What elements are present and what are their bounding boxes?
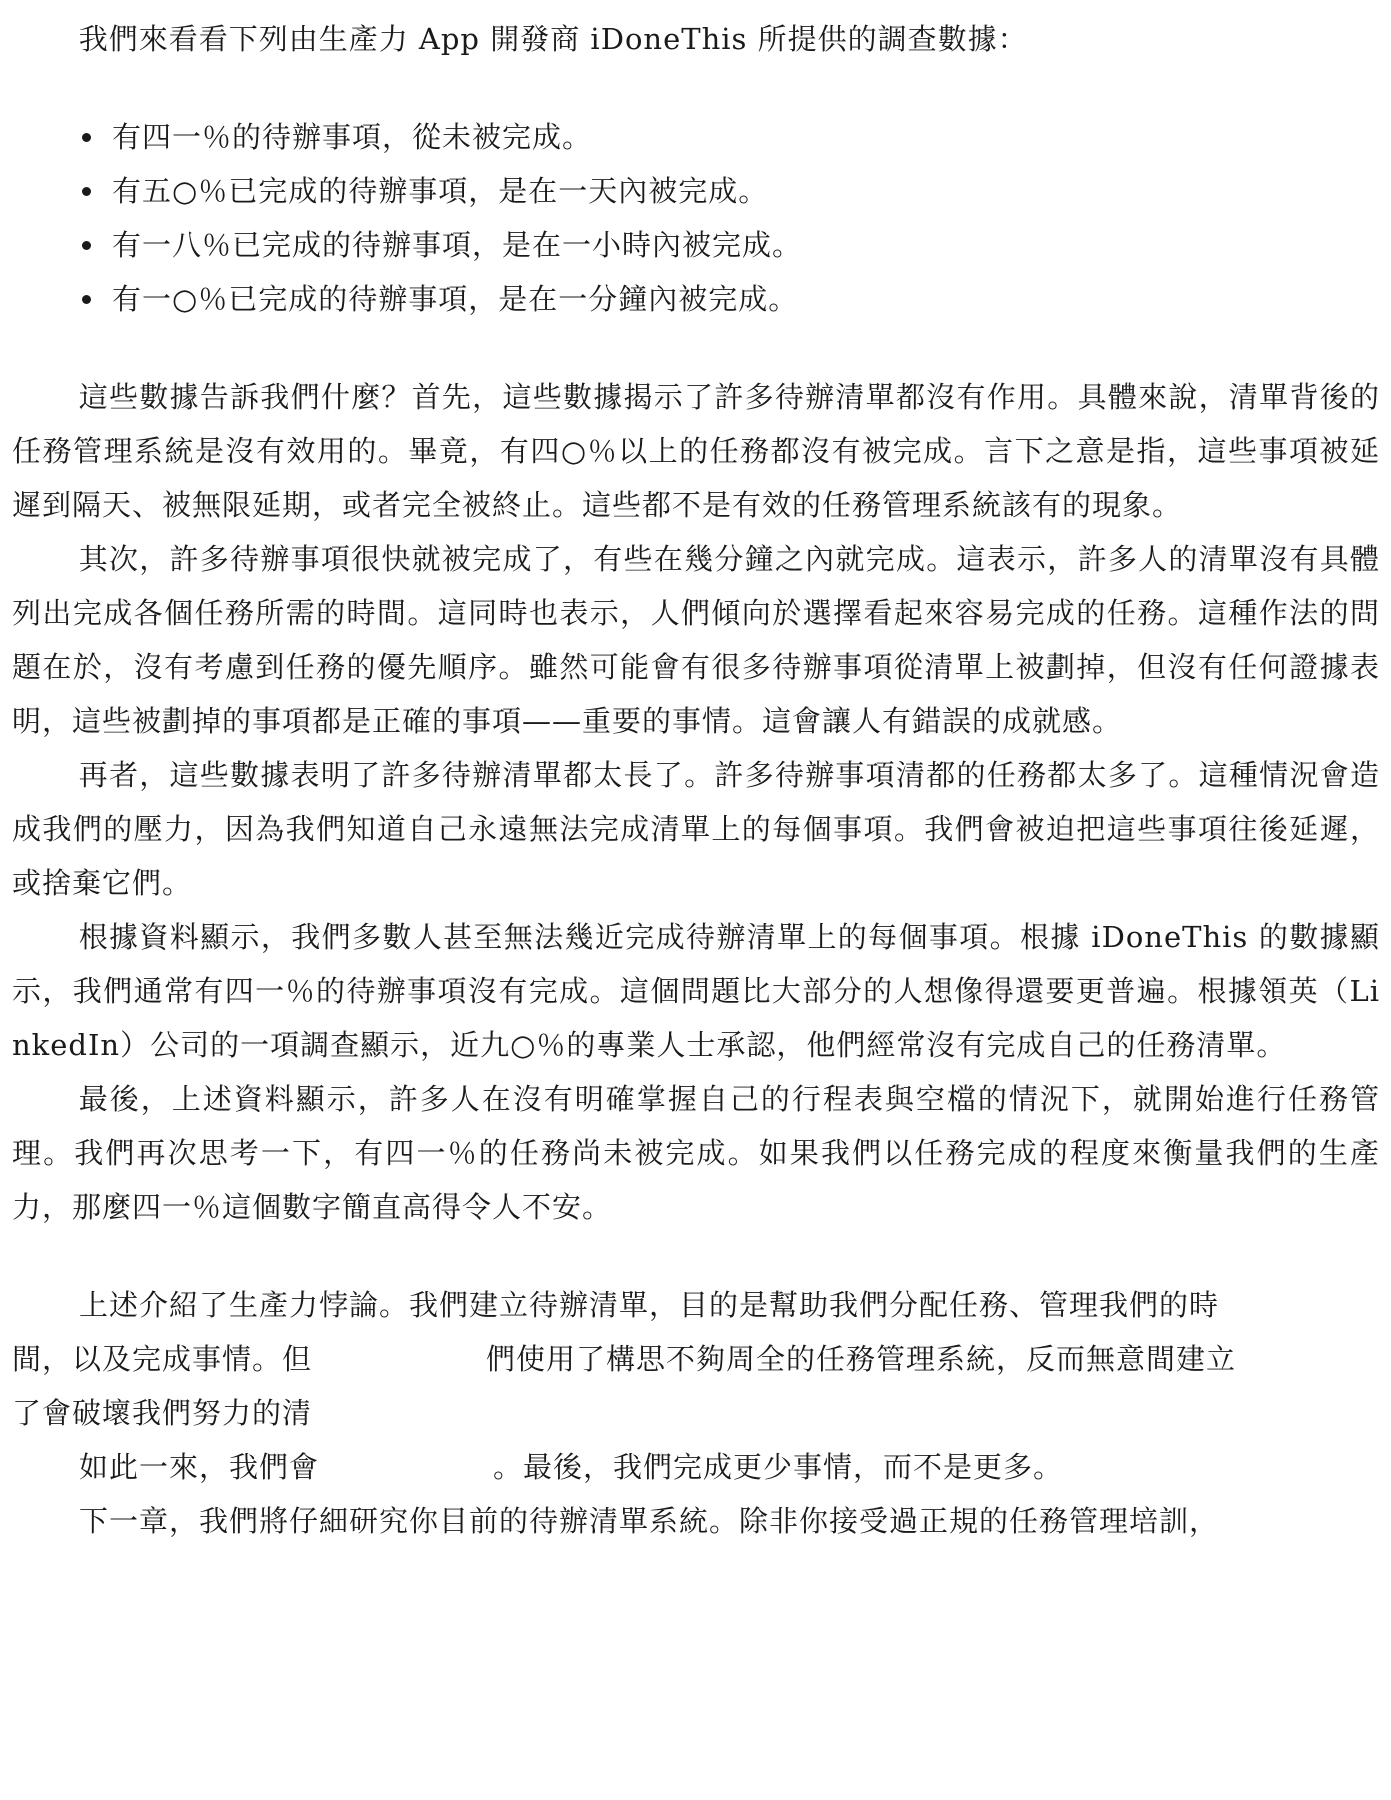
list-item-text: 有五○％已完成的待辦事項，是在一天內被完成。 bbox=[112, 174, 769, 208]
list-item-text: 有一○％已完成的待辦事項，是在一分鐘內被完成。 bbox=[112, 282, 799, 316]
closing-section bbox=[12, 1278, 1380, 1548]
closing-line-2 bbox=[12, 1332, 1380, 1386]
statistics-list bbox=[12, 110, 1380, 326]
closing-line-3: 了會破壞我們努力的清 bbox=[12, 1396, 313, 1430]
closing-line-1: 上述介紹了生產力悖論。我們建立待辦清單，目的是幫助我們分配任務、管理我們的時 bbox=[79, 1288, 1220, 1322]
list-item bbox=[12, 218, 1380, 272]
closing-line-4-left: 如此一來，我們會 bbox=[79, 1450, 320, 1484]
page-content bbox=[12, 12, 1380, 1548]
closing-line-2-right: 們使用了構思不夠周全的任務管理系統，反而無意間建立 bbox=[486, 1342, 1237, 1376]
closing-line-4 bbox=[12, 1440, 1380, 1494]
bullet-icon bbox=[82, 187, 91, 196]
list-item bbox=[12, 164, 1380, 218]
body-paragraph-5: 最後，上述資料顯示，許多人在沒有明確掌握自己的行程表與空檔的情況下，就開始進行任務管理。我們再次思考一下，有四一％的任務尚未被完成。如果我們以任務完成的程度來衡量我們的生產力，那麼四一％這個數字簡直高得令人不安。 bbox=[12, 1082, 1380, 1224]
closing-line-5: 下一章，我們將仔細研究你目前的待辦清單系統。除非你接受過正規的任務管理培訓， bbox=[79, 1504, 1220, 1538]
list-item bbox=[12, 272, 1380, 326]
closing-line-4-right: 。最後，我們完成更少事情，而不是更多。 bbox=[493, 1450, 1064, 1484]
list-item-text: 有四一％的待辦事項，從未被完成。 bbox=[112, 120, 593, 154]
bullet-icon bbox=[82, 295, 91, 304]
closing-line-2-left: 間，以及完成事情。但 bbox=[12, 1342, 313, 1376]
bullet-icon bbox=[82, 241, 91, 250]
body-paragraph-1: 這些數據告訴我們什麼？首先，這些數據揭示了許多待辦清單都沒有作用。具體來說，清單背後的任務管理系統是沒有效用的。畢竟，有四○％以上的任務都沒有被完成。言下之意是指，這些事項被延遲到隔天、被無限延期，或者完全被終止。這些都不是有效的任務管理系統該有的現象。 bbox=[12, 380, 1380, 522]
list-item-text: 有一八％已完成的待辦事項，是在一小時內被完成。 bbox=[112, 228, 803, 262]
intro-paragraph: 我們來看看下列由生產力 App 開發商 iDoneThis 所提供的調查數據： bbox=[78, 22, 1028, 56]
list-item bbox=[12, 110, 1380, 164]
bullet-icon bbox=[82, 133, 91, 142]
body-paragraph-2: 其次，許多待辦事項很快就被完成了，有些在幾分鐘之內就完成。這表示，許多人的清單沒有具體列出完成各個任務所需的時間。這同時也表示，人們傾向於選擇看起來容易完成的任務。這種作法的問題在於，沒有考慮到任務的優先順序。雖然可能會有很多待辦事項從清單上被劃掉，但沒有任何證據表明，這些被劃掉的事項都是正確的事項——重要的事情。這會讓人有錯誤的成就感。 bbox=[12, 542, 1380, 738]
body-paragraph-4: 根據資料顯示，我們多數人甚至無法幾近完成待辦清單上的每個事項。根據 iDoneThis 的數據顯示，我們通常有四一％的待辦事項沒有完成。這個問題比大部分的人想像得還要更普遍。根據領英（LinkedIn）公司的一項調查顯示，近九○％的專業人士承認，他們經常沒有完成自己的任務清單。 bbox=[12, 920, 1380, 1062]
body-paragraph-3: 再者，這些數據表明了許多待辦清單都太長了。許多待辦事項清都的任務都太多了。這種情況會造成我們的壓力，因為我們知道自己永遠無法完成清單上的每個事項。我們會被迫把這些事項往後延遲，或捨棄它們。 bbox=[12, 758, 1380, 900]
